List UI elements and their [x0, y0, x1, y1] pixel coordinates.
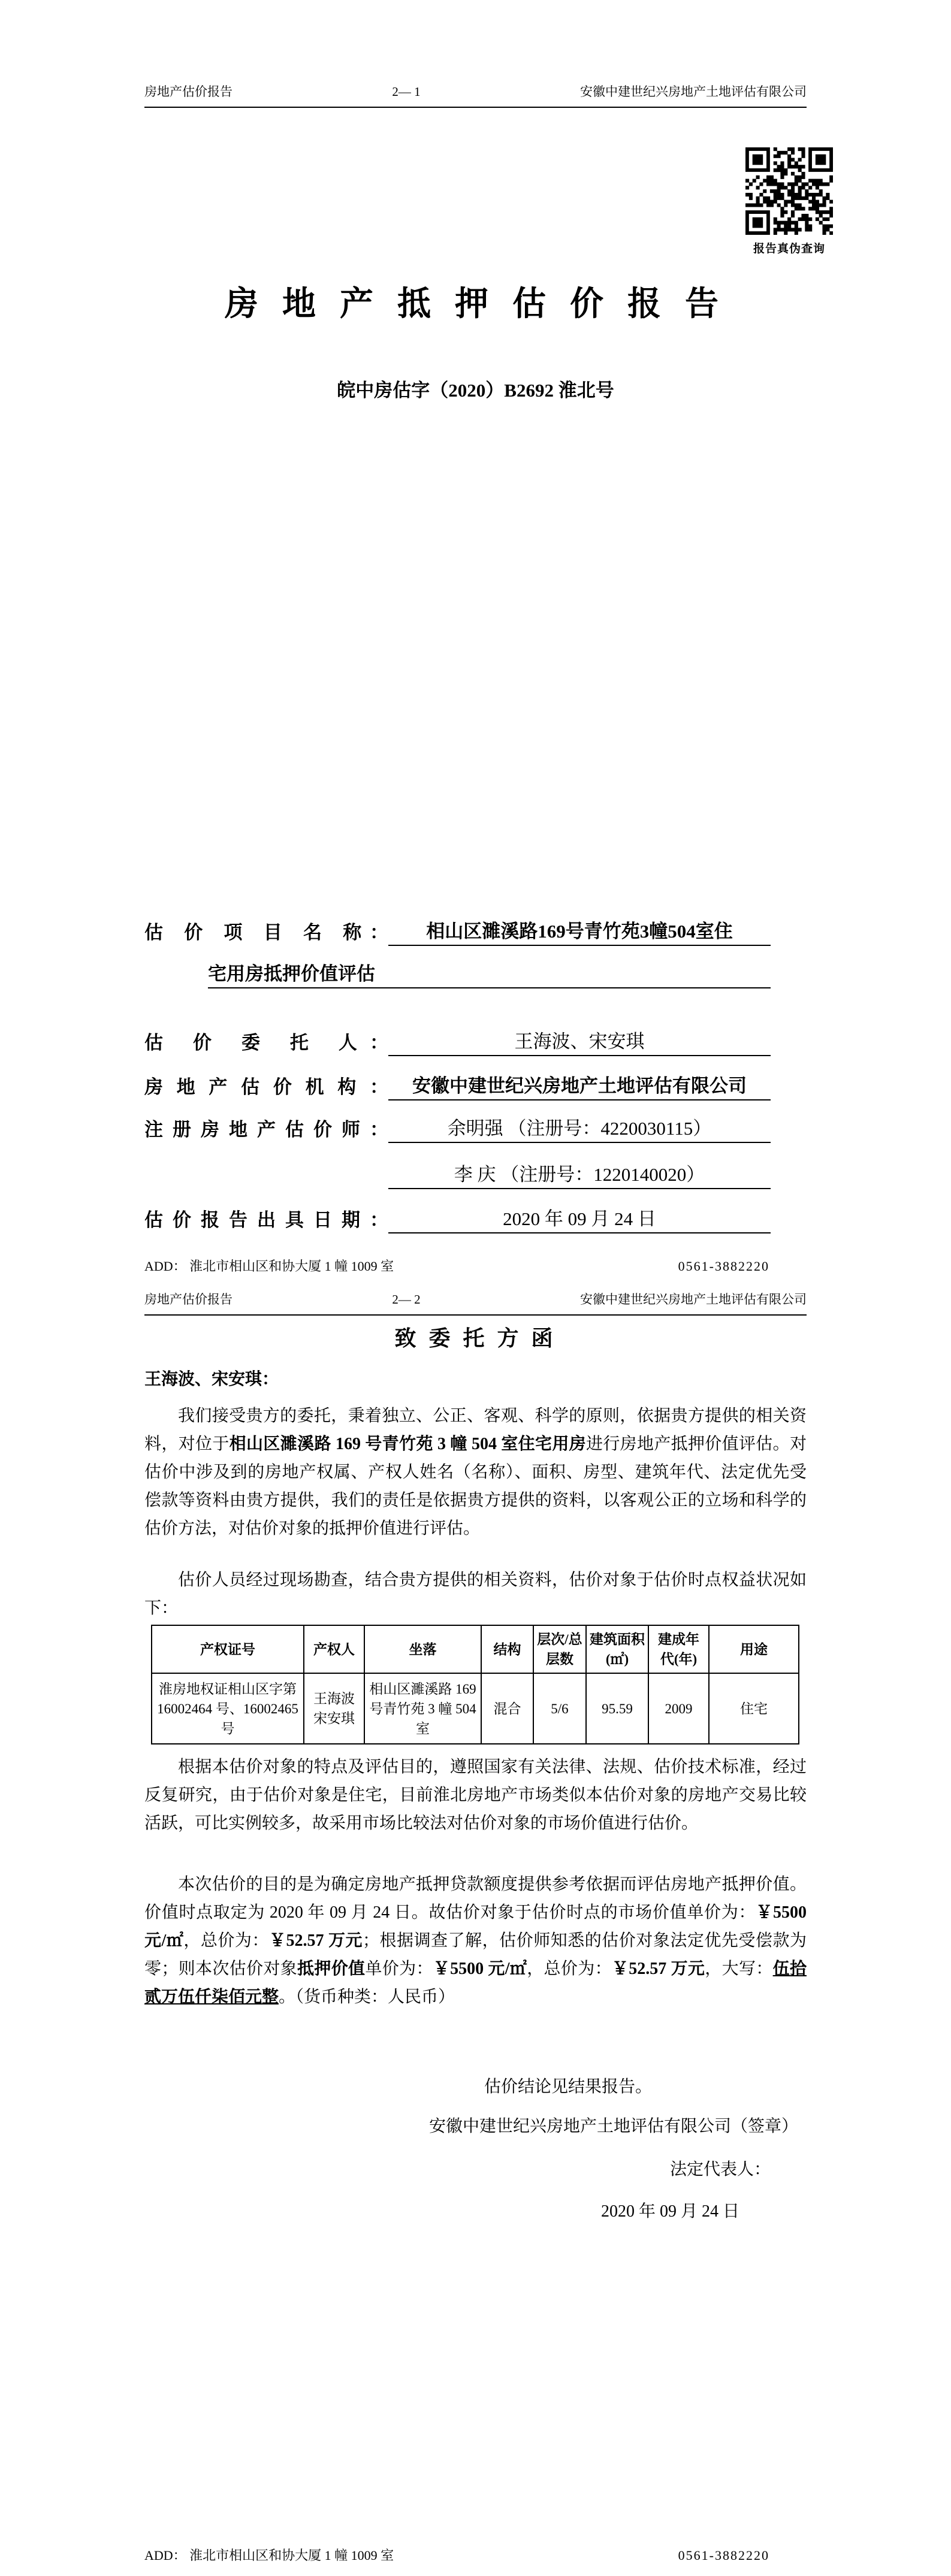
letter-title: 致 委 托 方 函 — [394, 1326, 557, 1350]
field-label-agency: 房地产估价机构： — [144, 1077, 388, 1097]
field-label-report-date: 估价报告出具日期： — [144, 1210, 388, 1230]
table-header-cell: 层次/总层数 — [533, 1625, 586, 1673]
closing-note: 估价结论见结果报告。 — [484, 2078, 652, 2096]
footer-address: ADD： 淮北市相山区和协大厦 1 幢 1009 室 — [144, 1259, 394, 1274]
table-cell-floor: 5/6 — [533, 1673, 586, 1744]
field-value-appraiser-1: 余明强 （注册号：4220030115） — [388, 1115, 771, 1143]
letter-paragraph-4: 本次估价的目的是为确定房地产抵押贷款额度提供参考依据而评估房地产抵押价值。价值时点取定为 2020 年 09 月 24 日。故估价对象于估价时点的市场价值单价为：￥5500 元/㎡，总价为：￥52.57 万元；根据调查了解，估价师知悉的估价对象法定优先受偿款为零；则本次估价对象抵押价值单价为：￥5500 元/㎡，总价为：￥52.57 万元，大写：伍拾贰万伍仟柒佰元整。（货币种类：人民币） — [144, 1875, 807, 2006]
field-agency — [144, 1069, 771, 1100]
field-value-project-line1: 相山区濉溪路169号青竹苑3幢504室住 — [388, 918, 771, 946]
legal-representative-line: 法定代表人： — [669, 2160, 771, 2179]
page1-header — [144, 84, 807, 108]
table-header-row — [152, 1625, 799, 1673]
footer-phone: 0561-3882220 — [678, 2548, 769, 2563]
field-appraiser-1 — [144, 1112, 771, 1143]
field-value-report-date: 2020 年 09 月 24 日 — [388, 1206, 771, 1233]
table-cell-location: 相山区濉溪路 169 号青竹苑 3 幢 504 室 — [364, 1673, 481, 1744]
table-header-cell: 建筑面积(㎡) — [586, 1625, 648, 1673]
table-cell-owner: 王海波宋安琪 — [304, 1673, 364, 1744]
qr-caption: 报告真伪查询 — [753, 243, 825, 255]
field-label-client: 估 价 委 托 人： — [144, 1032, 388, 1053]
field-value-client: 王海波、宋安琪 — [388, 1029, 771, 1056]
page2-footer — [144, 2547, 807, 2564]
field-project-name — [144, 915, 771, 946]
table-cell-use: 住宅 — [709, 1673, 799, 1744]
field-label-project: 估 价 项 目 名 称： — [144, 922, 388, 943]
table-header-cell: 坐落 — [364, 1625, 481, 1673]
field-value-appraiser-2: 李 庆 （注册号：1220140020） — [388, 1162, 771, 1189]
table-cell-area: 95.59 — [586, 1673, 648, 1744]
report-number: 皖中房估字（2020）B2692 淮北号 — [337, 380, 614, 401]
field-client — [144, 1025, 771, 1056]
report-title: 房 地 产 抵 押 估 价 报 告 — [225, 286, 726, 323]
header-page-number: 2— 1 — [392, 84, 421, 99]
table-header-cell: 用途 — [709, 1625, 799, 1673]
table-cell-structure: 混合 — [481, 1673, 533, 1744]
field-report-date — [144, 1202, 771, 1233]
header-company-name: 安徽中建世纪兴房地产土地评估有限公司 — [580, 84, 807, 99]
qr-code-icon — [745, 147, 833, 235]
signature-date: 2020 年 09 月 24 日 — [600, 2202, 739, 2221]
header-page-number: 2— 2 — [392, 1292, 421, 1307]
footer-address: ADD： 淮北市相山区和协大厦 1 幢 1009 室 — [144, 2548, 394, 2563]
table-header-cell: 产权证号 — [152, 1625, 304, 1673]
field-value-project-line2: 宅用房抵押价值评估 — [208, 961, 771, 988]
footer-phone: 0561-3882220 — [678, 1259, 769, 1274]
table-header-cell: 建成年代(年) — [648, 1625, 709, 1673]
field-project-name-line2 — [144, 957, 771, 988]
header-doc-type: 房地产估价报告 — [144, 1292, 233, 1307]
ownership-status-table — [151, 1625, 799, 1744]
page2-header — [144, 1292, 807, 1316]
field-appraiser-2 — [144, 1158, 771, 1189]
letter-salutation: 王海波、宋安琪： — [144, 1370, 279, 1389]
header-company-name: 安徽中建世纪兴房地产土地评估有限公司 — [580, 1292, 807, 1307]
table-header-cell: 结构 — [481, 1625, 533, 1673]
table-cell-certificate-no: 淮房地权证相山区字第 16002464 号、16002465 号 — [152, 1673, 304, 1744]
company-signature-line: 安徽中建世纪兴房地产土地评估有限公司（签章） — [428, 2117, 798, 2136]
table-header-cell: 产权人 — [304, 1625, 364, 1673]
letter-paragraph-3: 根据本估价对象的特点及评估目的，遵照国家有关法律、法规、估价技术标准，经过反复研究，由于估价对象是住宅，目前淮北房地产市场类似本估价对象的房地产交易比较活跃，可比实例较多，故采用市场比较法对估价对象的市场价值进行估价。 — [144, 1758, 807, 1833]
table-cell-year: 2009 — [648, 1673, 709, 1744]
field-label-appraiser: 注册房地产估价师： — [144, 1119, 388, 1140]
qr-verification-block — [745, 147, 833, 256]
letter-paragraph-2: 估价人员经过现场勘查，结合贵方提供的相关资料，估价对象于估价时点权益状况如下： — [144, 1571, 807, 1617]
page1-footer — [144, 1258, 807, 1275]
field-value-agency: 安徽中建世纪兴房地产土地评估有限公司 — [388, 1073, 771, 1100]
header-doc-type: 房地产估价报告 — [144, 84, 233, 99]
table-row — [152, 1673, 799, 1744]
letter-paragraph-1: 我们接受贵方的委托，秉着独立、公正、客观、科学的原则，依据贵方提供的相关资料，对位于相山区濉溪路 169 号青竹苑 3 幢 504 室住宅用房进行房地产抵押价值评估。对估价中涉及到的房地产权属、产权人姓名（名称）、面积、房型、建筑年代、法定优先受偿款等资料由贵方提供，我们的责任是依据贵方提供的资料，以客观公正的立场和科学的估价方法，对估价对象的抵押价值进行评估。 — [144, 1407, 807, 1538]
